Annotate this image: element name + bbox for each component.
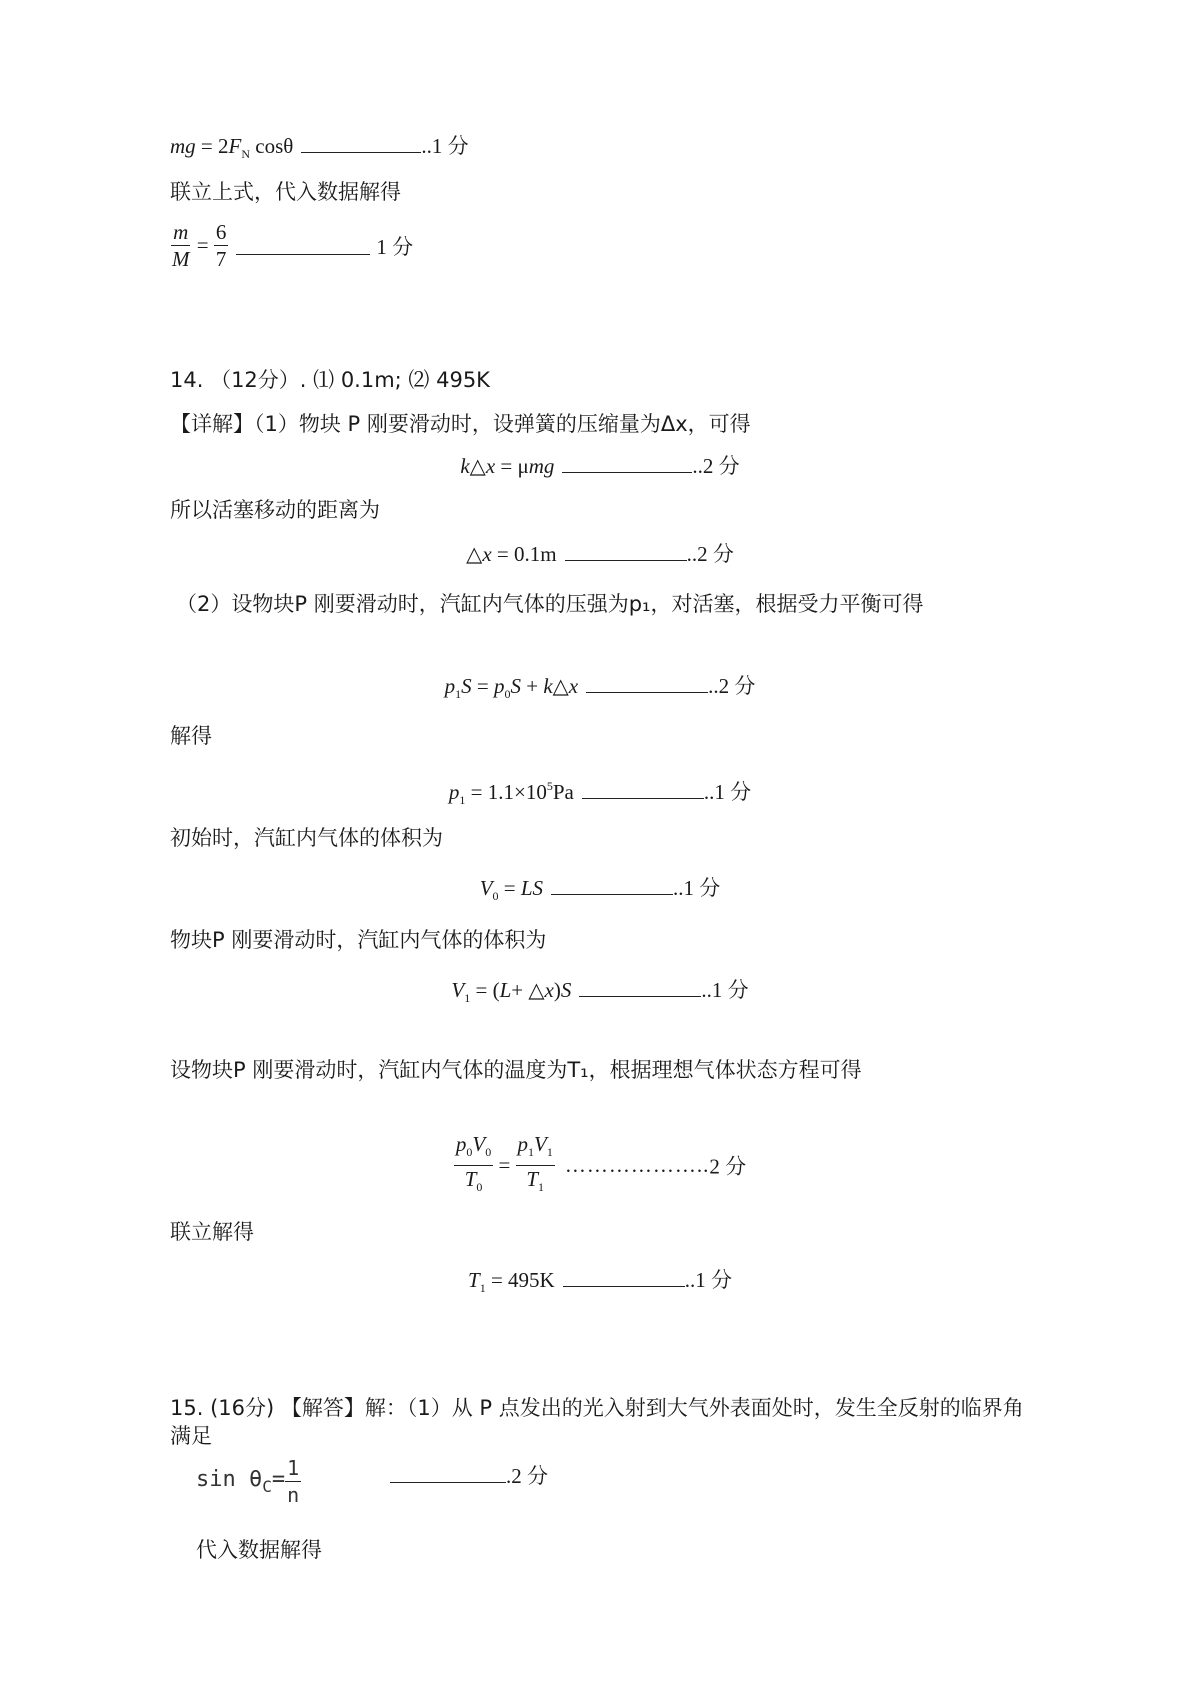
text-lianli-2: 联立解得 [170,1220,254,1244]
question-14-header: 14. （12分）. ⑴ 0.1m; ⑵ 495K [170,368,490,392]
equation-sin-critical: $\sin \theta_C=$ $\frac{1}{n}$ [196,1456,300,1507]
v1-label: 物块P 刚要滑动时，汽缸内气体的体积为 [170,928,547,952]
equation-t1: $T_1 = 495K$ ..1 分 [468,1268,732,1295]
score-label: ..1 分 [684,1268,732,1292]
fraction-6-over-7: $\frac{6}{7}$ [215,220,227,271]
fraction-p1v1-over-t1: $\frac{p_1V_1}{T_1}$ [517,1132,553,1194]
equation-v1: $V_1 = (L+$ △x)S ..1 分 [451,978,749,1005]
distance-label: 所以活塞移动的距离为 [170,498,380,522]
score-label: ..2 分 [708,674,756,698]
score-label: ..2 分 [692,454,740,478]
fraction-p0v0-over-t0: $\frac{p_0V_0}{T_0}$ [455,1132,492,1194]
equation-v0: $V_0$ = LS ..1 分 [479,876,721,903]
text-jiede-1: 解得 [170,724,212,748]
equation-k-dx: k△x = μmg ..2 分 [460,454,740,478]
question-15-header: 15. (16分) 【解答】解：（1）从 P 点发出的光入射到大气外表面处时，发生全反射的临界角 [170,1396,1024,1420]
score-label: 2 分 [709,1154,747,1179]
score-label: ..1 分 [673,876,721,900]
score-label: ..1 分 [703,780,752,804]
score-label: .2 分 [506,1464,548,1488]
equation-mg: mg = $2F_N$ cosθ ..1 分 [170,134,469,161]
equation-dx: △x = 0.1m ..2 分 [466,542,734,566]
score-label: 1 分 [376,234,414,259]
t1-label: 设物块P 刚要滑动时，汽缸内气体的温度为T₁，根据理想气体状态方程可得 [170,1058,862,1082]
initial-volume-label: 初始时，汽缸内气体的体积为 [170,826,443,850]
sin-score-line [390,1462,548,1490]
equation-gas-law: $\frac{p_0V_0}{T_0}$ = $\frac{p_1V_1}{T_1}$ ………………..2 分 [0,1132,1200,1199]
text-lianli-1: 联立上式，代入数据解得 [170,180,401,204]
detail-intro: 【详解】（1）物块 P 刚要滑动时，设弹簧的压缩量为Δx，可得 [170,412,751,436]
fraction-1-over-n: $\frac{1}{n}$ [287,1456,300,1507]
part-2-intro: （2）设物块P 刚要滑动时，汽缸内气体的压强为p₁，对活塞，根据受力平衡可得 [176,592,924,616]
text-dairu: 代入数据解得 [196,1538,322,1562]
score-label: ..2 分 [686,542,734,566]
score-label: ..1 分 [701,978,749,1002]
equation-force-balance: $p_1S = p_0S$ + k△x ..2 分 [444,674,756,701]
equation-mass-ratio: $\frac{m}{M}$ = $\frac{6}{7}$ 1 分 [172,220,414,271]
fraction-m-over-M: $\frac{m}{M}$ [172,220,190,271]
equation-p1: $p_1 = 1.1\times 10^5Pa$ ..1 分 [448,779,752,807]
question-15-continuation: 满足 [170,1424,212,1448]
score-label: ..1 分 [421,134,469,158]
